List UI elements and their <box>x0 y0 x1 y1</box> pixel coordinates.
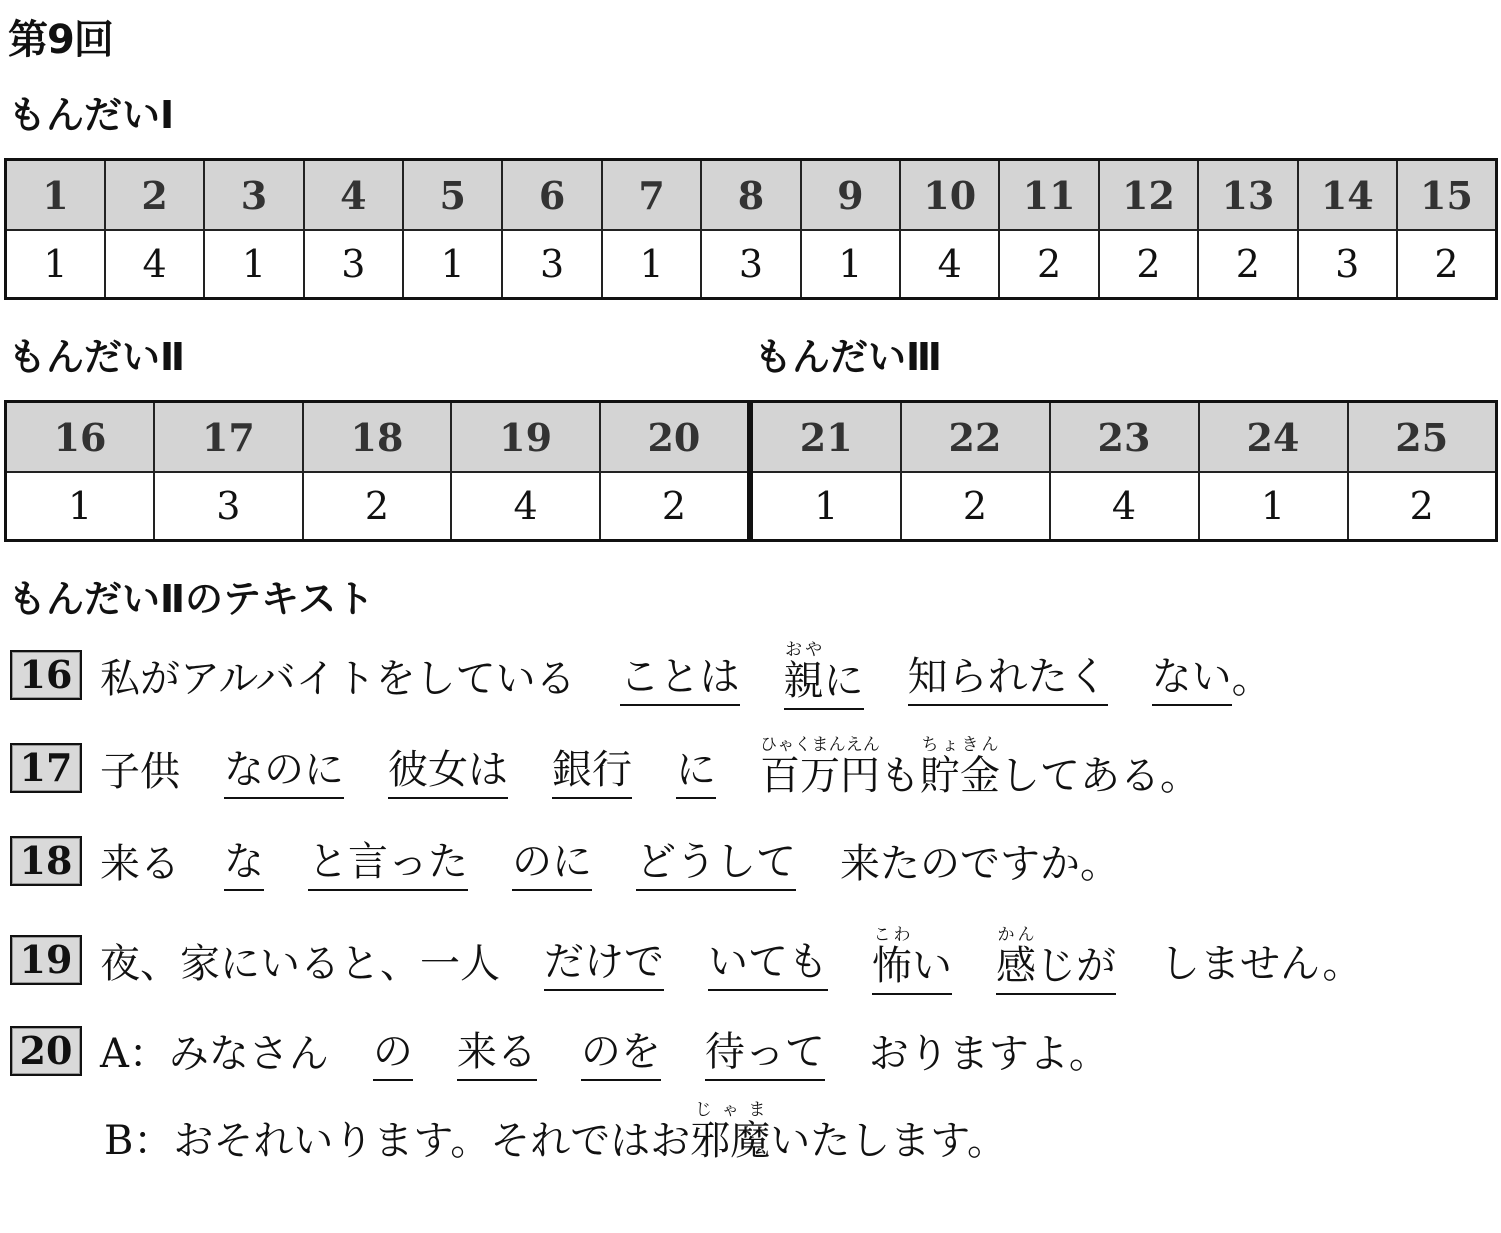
text-section-heading: もんだいⅡのテキスト <box>8 577 375 621</box>
blank-option: 親おやに <box>784 640 864 710</box>
sentence-16 <box>10 640 1272 720</box>
blank-option: 来る <box>457 1020 537 1081</box>
blank-option: だけで <box>544 930 664 991</box>
question-number-cell: 11 <box>999 160 1098 231</box>
question-number-cell: 17 <box>154 402 303 473</box>
question-number-cell: 16 <box>6 402 155 473</box>
answer-cell: 3 <box>502 230 601 299</box>
section1-answer-row <box>6 230 1497 299</box>
question-number-cell: 8 <box>701 160 800 231</box>
section2-answer-table <box>4 400 750 542</box>
blank-option: 感かんじが <box>996 925 1116 995</box>
answer-cell: 2 <box>600 472 749 541</box>
section1-heading: もんだいⅠ <box>8 93 175 137</box>
section3-header-row <box>752 402 1497 473</box>
question-number-cell: 3 <box>204 160 303 231</box>
sentence-suffix: しません。 <box>1160 940 1363 987</box>
question-number-box: 17 <box>10 743 82 793</box>
blank-option: な <box>224 830 264 891</box>
question-number-cell: 20 <box>600 402 749 473</box>
answer-cell: 3 <box>154 472 303 541</box>
blank-option: のを <box>581 1020 661 1081</box>
sentence-prefix: A：みなさん <box>100 1031 329 1077</box>
question-number-box: 19 <box>10 935 82 985</box>
section1-answer-table <box>4 158 1498 300</box>
answer-cell: 3 <box>701 230 800 299</box>
answer-cell: 3 <box>304 230 403 299</box>
sentence-19 <box>10 925 1362 1005</box>
question-number-cell: 5 <box>403 160 502 231</box>
question-number-cell: 21 <box>752 402 901 473</box>
answer-cell: 2 <box>1397 230 1497 299</box>
answer-cell: 4 <box>900 230 999 299</box>
answer-cell: 4 <box>451 472 600 541</box>
answer-cell: 1 <box>6 230 105 299</box>
answer-cell: 1 <box>1199 472 1348 541</box>
section3-answer-row <box>752 472 1497 541</box>
section2-heading: もんだいⅡ <box>8 335 186 379</box>
sentence-suffix: 百万円ひゃくまんえんも貯金ちょきんしてある。 <box>760 735 1200 799</box>
answer-cell: 3 <box>1298 230 1397 299</box>
answer-cell: 1 <box>602 230 701 299</box>
answer-cell: 4 <box>105 230 204 299</box>
sentence-prefix: 夜、家にいると、一人 <box>100 940 500 987</box>
blank-option: と言った <box>308 830 468 891</box>
question-number-cell: 15 <box>1397 160 1497 231</box>
answer-cell: 1 <box>403 230 502 299</box>
sentence-prefix: 来る <box>100 841 180 887</box>
question-number-box: 20 <box>10 1026 82 1076</box>
blank-option: の <box>373 1020 413 1081</box>
sentence-20 <box>10 1020 1109 1100</box>
question-number-cell: 14 <box>1298 160 1397 231</box>
answer-cell: 1 <box>6 472 155 541</box>
question-number-cell: 9 <box>801 160 900 231</box>
blank-option: ことは <box>620 645 740 706</box>
question-number-cell: 12 <box>1099 160 1198 231</box>
blank-option: 彼女は <box>388 738 508 799</box>
blank-option: 銀行 <box>552 738 632 799</box>
answer-cell: 2 <box>1348 472 1497 541</box>
sentence-suffix: おりますよ。 <box>868 1031 1109 1077</box>
blank-option: 待って <box>705 1020 825 1081</box>
question-number-cell: 6 <box>502 160 601 231</box>
question-number-cell: 23 <box>1050 402 1199 473</box>
sentence-prefix: 子供 <box>100 748 180 795</box>
question-number-box: 18 <box>10 836 82 886</box>
question-number-cell: 7 <box>602 160 701 231</box>
blank-option: なのに <box>224 738 344 799</box>
question-number-box: 16 <box>10 650 82 700</box>
question-number-cell: 25 <box>1348 402 1497 473</box>
question-number-cell: 13 <box>1198 160 1297 231</box>
sentence-suffix: 来たのですか。 <box>840 841 1120 887</box>
answer-cell: 2 <box>1099 230 1198 299</box>
answer-cell: 2 <box>999 230 1098 299</box>
question-number-cell: 1 <box>6 160 105 231</box>
page-title: 第9回 <box>8 17 113 63</box>
blank-option: ない <box>1152 645 1232 706</box>
answer-cell: 4 <box>1050 472 1199 541</box>
blank-option: どうして <box>636 830 796 891</box>
question-number-cell: 19 <box>451 402 600 473</box>
answer-cell: 1 <box>752 472 901 541</box>
question-number-cell: 24 <box>1199 402 1348 473</box>
question-number-cell: 18 <box>303 402 452 473</box>
sentence-17 <box>10 735 1200 815</box>
answer-cell: 1 <box>204 230 303 299</box>
answer-cell: 2 <box>901 472 1050 541</box>
question-number-cell: 4 <box>304 160 403 231</box>
sentence-prefix: 私がアルバイトをしている <box>100 655 576 702</box>
blank-option: のに <box>512 830 592 891</box>
question-number-cell: 10 <box>900 160 999 231</box>
blank-option: 怖こわい <box>872 925 952 995</box>
section2-header-row <box>6 402 749 473</box>
blank-option: に <box>676 738 716 799</box>
answer-cell: 2 <box>1198 230 1297 299</box>
sentence-20-line-b <box>104 1100 1007 1166</box>
section2-answer-row <box>6 472 749 541</box>
section1-header-row <box>6 160 1497 231</box>
question-number-cell: 22 <box>901 402 1050 473</box>
blank-option: 知られたく <box>908 645 1108 706</box>
blank-option: いても <box>708 930 828 991</box>
sentence-18 <box>10 830 1120 910</box>
answer-cell: 1 <box>801 230 900 299</box>
sentence-suffix: 。 <box>1231 655 1272 702</box>
section3-heading: もんだいⅢ <box>754 335 942 379</box>
line-b-text: B：おそれいります。それではお邪魔じゃまいたします。 <box>104 1100 1008 1164</box>
section3-answer-table <box>750 400 1498 542</box>
answer-cell: 2 <box>303 472 452 541</box>
question-number-cell: 2 <box>105 160 204 231</box>
